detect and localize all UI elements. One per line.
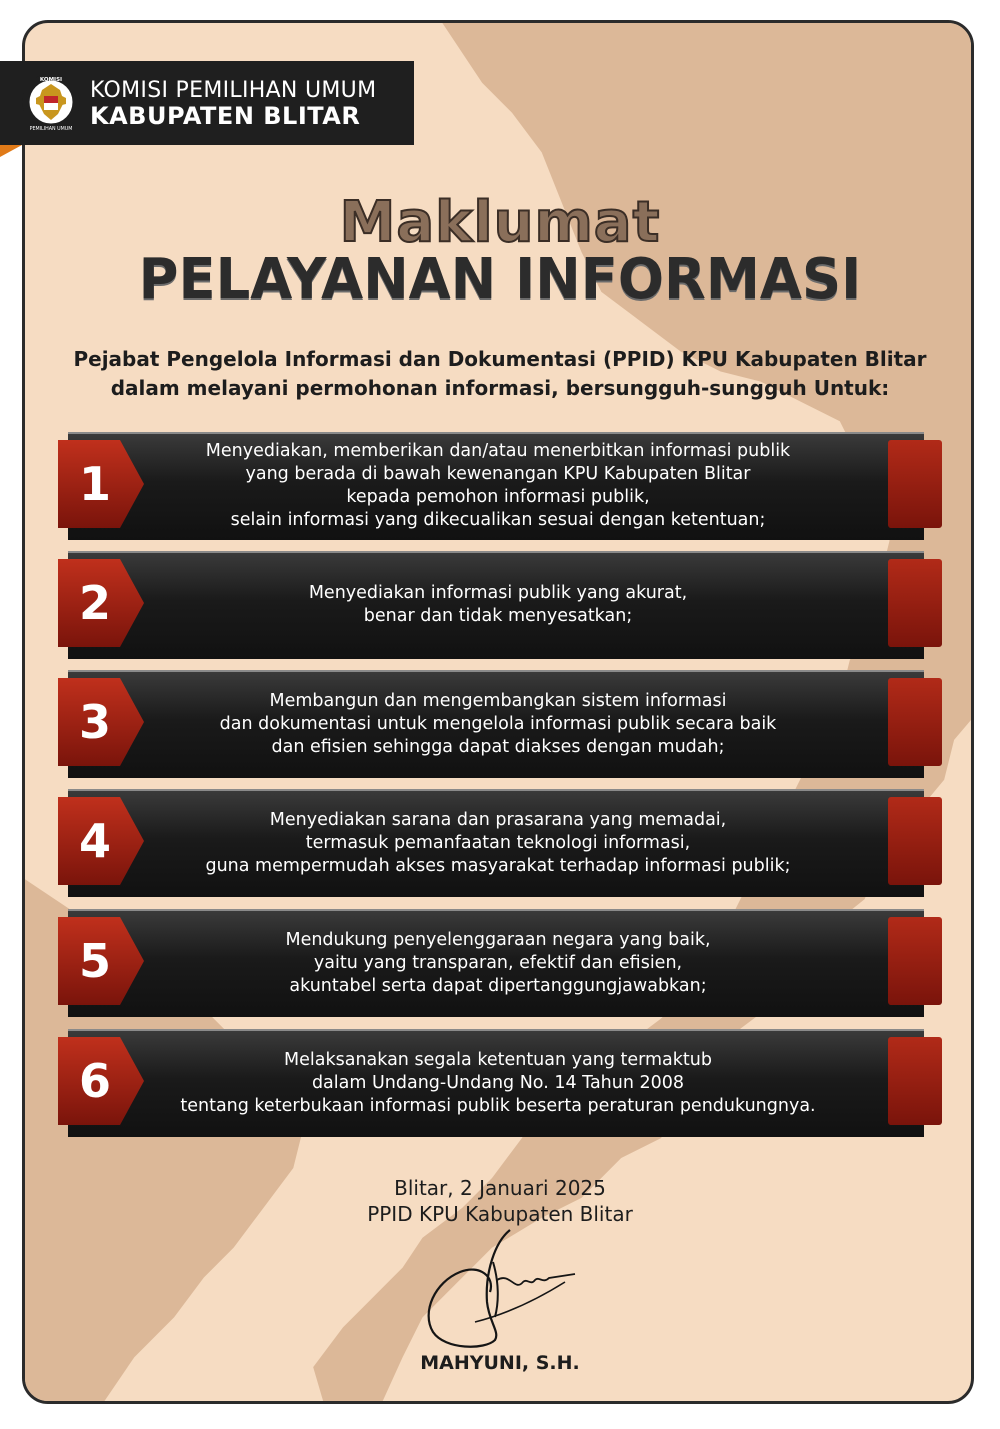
item-text-line: Melaksanakan segala ketentuan yang termaktub bbox=[284, 1049, 712, 1070]
item-text bbox=[153, 909, 843, 1017]
item-right-tab bbox=[888, 440, 942, 528]
item-text-line: dan dokumentasi untuk mengelola informasi publik secara baik bbox=[219, 713, 777, 734]
item-number: 4 bbox=[78, 814, 111, 868]
item-text-line: Mendukung penyelenggaraan negara yang baik, bbox=[285, 929, 711, 950]
item-text-line: selain informasi yang dikecualikan sesuai dengan ketentuan; bbox=[230, 510, 766, 530]
intro-line: Pejabat Pengelola Informasi dan Dokumentasi (PPID) KPU Kabupaten Blitar bbox=[73, 347, 927, 371]
handwritten-signature bbox=[415, 1222, 585, 1352]
item-text-line: Membangun dan mengembangkan sistem informasi bbox=[269, 690, 727, 711]
item-text-line: dalam Undang-Undang No. 14 Tahun 2008 bbox=[311, 1072, 685, 1093]
intro-text bbox=[40, 345, 960, 403]
item-number: 3 bbox=[78, 695, 111, 749]
signature-place-date: Blitar, 2 Januari 2025 bbox=[394, 1176, 606, 1200]
title-maklumat: Maklumat bbox=[339, 190, 661, 255]
item-text-line: guna mempermudah akses masyarakat terhadap informasi publik; bbox=[205, 855, 791, 876]
signature-office: PPID KPU Kabupaten Blitar bbox=[367, 1202, 633, 1226]
item-number: 1 bbox=[78, 457, 111, 511]
header-badge-accent bbox=[0, 145, 22, 157]
org-name-line1: KOMISI PEMILIHAN UMUM bbox=[90, 78, 377, 103]
item-text-line: akuntabel serta dapat dipertanggungjawabkan; bbox=[289, 975, 707, 996]
item-text bbox=[153, 551, 843, 659]
item-text-line: Menyediakan sarana dan prasarana yang memadai, bbox=[269, 809, 727, 830]
kpu-logo bbox=[22, 68, 80, 136]
signatory-name: MAHYUNI, S.H. bbox=[420, 1352, 580, 1374]
item-text-line: dan efisien sehingga dapat diakses dengan mudah; bbox=[271, 736, 725, 757]
commitment-item bbox=[58, 670, 942, 778]
commitment-item bbox=[58, 909, 942, 1017]
intro-line: dalam melayani permohonan informasi, bersungguh-sungguh Untuk: bbox=[110, 376, 890, 400]
item-text-line: Menyediakan, memberikan dan/atau menerbitkan informasi publik bbox=[205, 441, 791, 461]
org-name-line2: KABUPATEN BLITAR bbox=[90, 102, 361, 130]
item-number: 6 bbox=[78, 1054, 111, 1108]
svg-text:PEMILIHAN UMUM: PEMILIHAN UMUM bbox=[29, 127, 73, 132]
commitment-item bbox=[58, 789, 942, 897]
item-text-line: kepada pemohon informasi publik, bbox=[346, 487, 650, 507]
item-text-line: yang berada di bawah kewenangan KPU Kabupaten Blitar bbox=[245, 464, 751, 484]
commitment-item bbox=[58, 1029, 942, 1137]
item-text-line: termasuk pemanfaatan teknologi informasi, bbox=[305, 832, 691, 853]
commitment-item bbox=[58, 432, 942, 540]
svg-text:KOMISI: KOMISI bbox=[39, 77, 63, 83]
title-pelayanan-informasi: PELAYANAN INFORMASI bbox=[138, 247, 862, 312]
item-text-line: tentang keterbukaan informasi publik beserta peraturan pendukungnya. bbox=[180, 1095, 816, 1116]
item-text bbox=[153, 1029, 843, 1137]
item-right-tab bbox=[888, 559, 942, 647]
item-right-tab bbox=[888, 917, 942, 1005]
item-number: 5 bbox=[78, 934, 111, 988]
item-text bbox=[153, 432, 843, 540]
item-text-line: yaitu yang transparan, efektif dan efisien, bbox=[313, 952, 683, 973]
item-text-line: Menyediakan informasi publik yang akurat, bbox=[308, 583, 688, 603]
commitment-item bbox=[58, 551, 942, 659]
item-right-tab bbox=[888, 678, 942, 766]
item-text bbox=[153, 670, 843, 778]
item-right-tab bbox=[888, 1037, 942, 1125]
item-number: 2 bbox=[78, 576, 111, 630]
item-text-line: benar dan tidak menyesatkan; bbox=[363, 606, 633, 626]
item-right-tab bbox=[888, 797, 942, 885]
item-text bbox=[153, 789, 843, 897]
